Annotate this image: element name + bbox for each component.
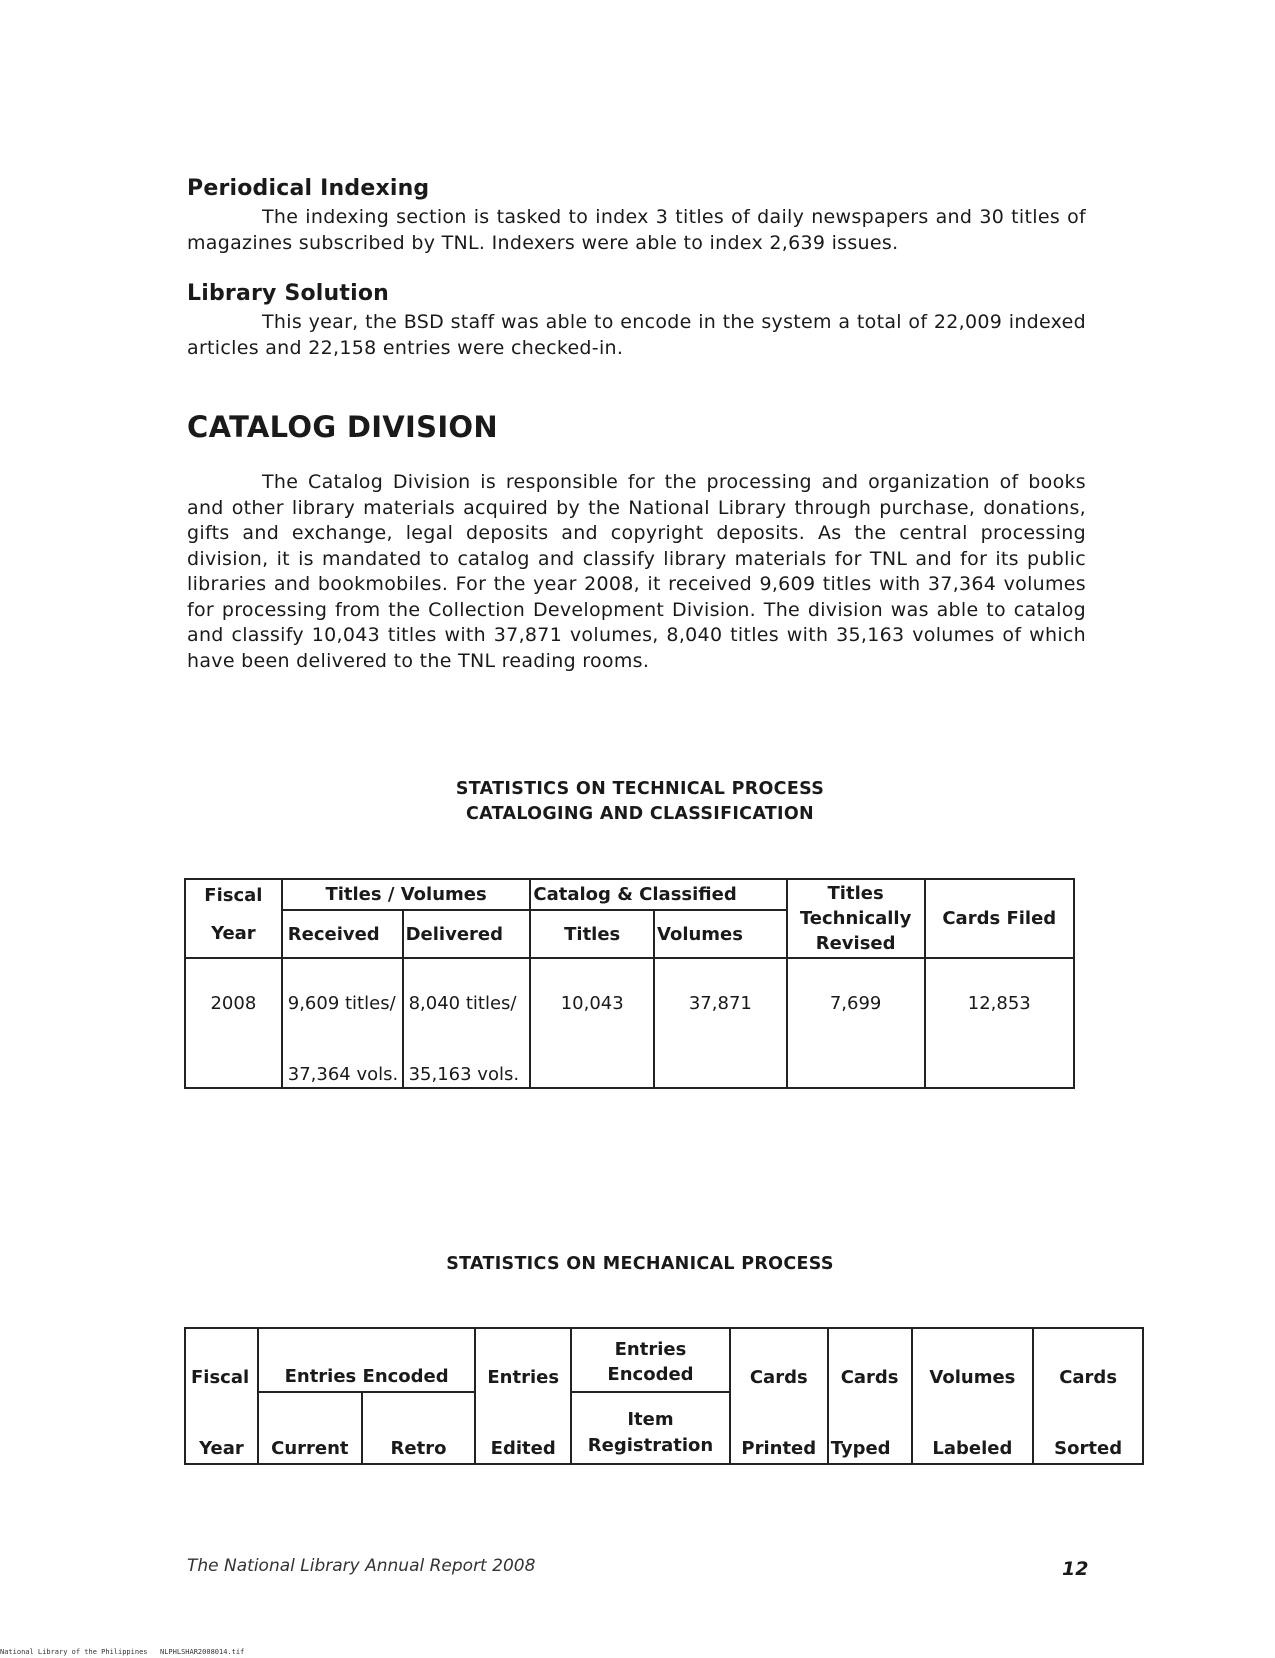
edited-header: Edited <box>475 1392 571 1464</box>
mech-year-header: Year <box>185 1392 258 1464</box>
cards-sorted-header: Cards <box>1033 1328 1143 1392</box>
scan-filename: NLPHLSHAR2008014.tif <box>160 1648 245 1656</box>
technical-process-table <box>184 878 1075 1089</box>
scan-source: National Library of the Philippines <box>0 1648 148 1656</box>
cards-typed-header: Cards <box>828 1328 912 1392</box>
printed-header: Printed <box>730 1392 828 1464</box>
titles-tech-line2: Technically <box>799 908 912 929</box>
technical-table-title <box>400 777 880 827</box>
delivered-titles: 8,040 titles/ <box>403 958 531 1033</box>
catalog-heading: CATALOG DIVISION <box>187 410 498 444</box>
row-cards-filed: 12,853 <box>925 958 1074 1088</box>
fiscal-header: Fiscal <box>185 879 282 910</box>
delivered-header: Delivered <box>403 910 531 958</box>
received-vols: 37,364 vols. <box>282 1033 403 1088</box>
titles-tech-line1: Titles <box>827 883 884 904</box>
titles-tech-line3: Revised <box>815 933 896 954</box>
entries-header: Entries <box>475 1328 571 1392</box>
catalog-paragraph: The Catalog Division is responsible for the processing and organization of books and other library materials acquired by the National Library through purchase, donations, gifts and exchange, legal deposits and copyright deposits. As the central processing division, it is mandated to catalog and classify library materials for TNL and for its public libraries and bookmobiles. For the year 2008, it received 9,609 titles with 37,364 volumes for processing from the Collection Development Division. The division was able to catalog and classify 10,043 titles with 37,871 volumes, 8,040 titles with 35,163 volumes of which have been delivered to the TNL reading rooms. <box>187 471 1086 672</box>
row-titles: 10,043 <box>530 958 654 1088</box>
cards-filed-header: Cards Filed <box>925 879 1074 958</box>
mechanical-process-table <box>184 1327 1144 1465</box>
periodical-paragraph: The indexing section is tasked to index 3 titles of daily newspapers and 30 titles of magazines subscribed by TNL. Indexers were able to index 2,639 issues. <box>187 206 1086 254</box>
received-titles: 9,609 titles/ <box>282 958 403 1033</box>
mech-fiscal-header: Fiscal <box>185 1328 258 1392</box>
catalog-classified-header: Catalog & Classified <box>530 879 786 910</box>
received-header: Received <box>282 910 403 958</box>
row-year: 2008 <box>185 958 282 1088</box>
technical-title-line2: CATALOGING AND CLASSIFICATION <box>466 804 814 824</box>
library-solution-heading: Library Solution <box>187 281 390 306</box>
item-entries-label: Entries <box>614 1339 687 1360</box>
row-revised: 7,699 <box>787 958 925 1088</box>
current-header: Current <box>258 1392 362 1464</box>
footer-title: The National Library Annual Report 2008 <box>187 1556 536 1576</box>
page-number: 12 <box>1062 1558 1089 1580</box>
delivered-vols: 35,163 vols. <box>403 1033 531 1088</box>
mechanical-table-title: STATISTICS ON MECHANICAL PROCESS <box>446 1254 834 1274</box>
titles-technically-revised-header <box>787 879 925 958</box>
titles-header: Titles <box>530 910 654 958</box>
titles-volumes-header: Titles / Volumes <box>282 879 531 910</box>
retro-header: Retro <box>362 1392 476 1464</box>
volumes-header: Volumes <box>654 910 787 958</box>
labeled-header: Labeled <box>912 1392 1034 1464</box>
item-encoded-label: Encoded <box>607 1364 694 1385</box>
item-registration-header <box>571 1392 730 1464</box>
typed-header: Typed <box>828 1392 912 1464</box>
periodical-heading: Periodical Indexing <box>187 176 430 201</box>
entries-encoded-header: Entries Encoded <box>258 1328 475 1392</box>
registration-label: Registration <box>587 1435 714 1456</box>
library-solution-paragraph: This year, the BSD staff was able to encode in the system a total of 22,009 indexed articles and 22,158 entries were checked-in. <box>187 311 1086 359</box>
cards-printed-header: Cards <box>730 1328 828 1392</box>
item-label: Item <box>627 1409 674 1430</box>
year-header: Year <box>185 910 282 958</box>
sorted-header: Sorted <box>1033 1392 1143 1464</box>
row-volumes: 37,871 <box>654 958 787 1088</box>
volumes-labeled-header: Volumes <box>912 1328 1034 1392</box>
technical-title-line1: STATISTICS ON TECHNICAL PROCESS <box>455 779 825 799</box>
entries-encoded-item-header <box>571 1328 730 1392</box>
